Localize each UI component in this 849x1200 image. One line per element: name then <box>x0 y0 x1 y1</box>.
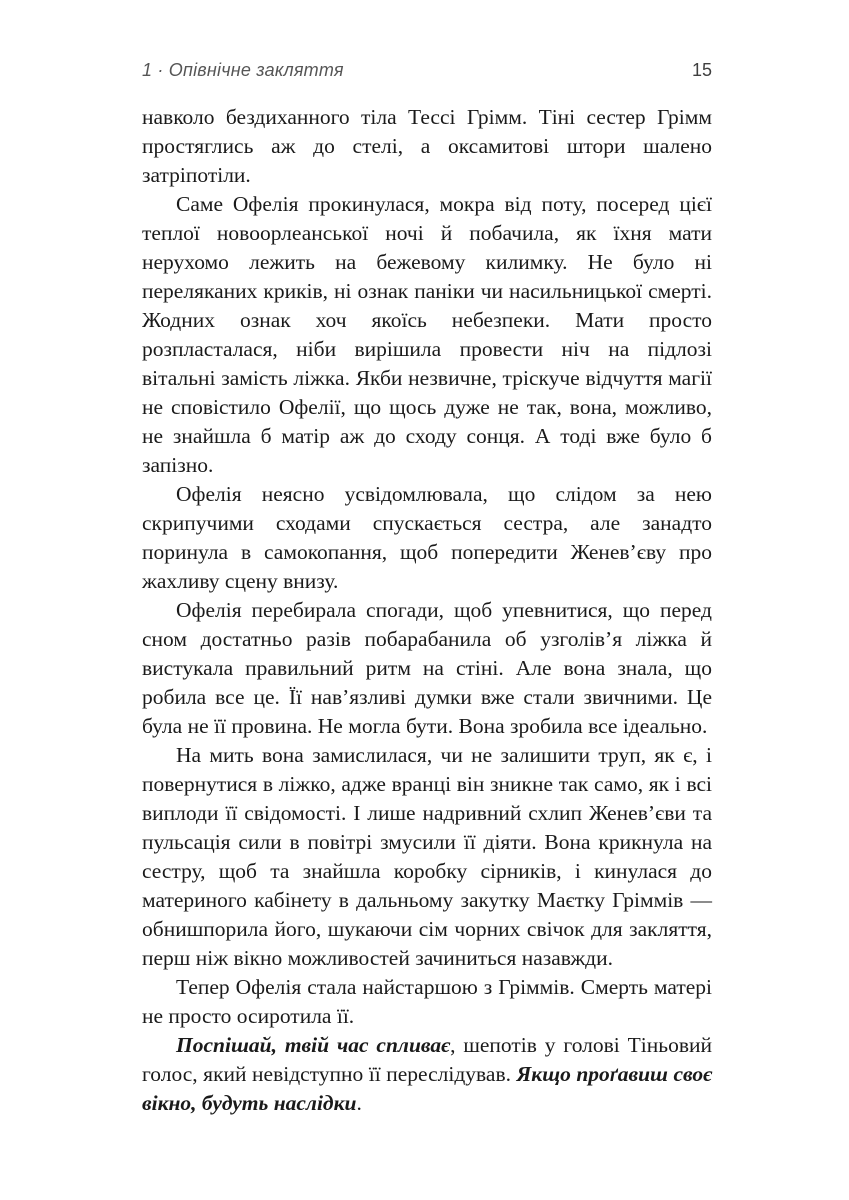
page-number: 15 <box>691 60 712 80</box>
paragraph <box>142 741 712 973</box>
paragraph <box>142 596 712 741</box>
body-text-run: Тепер Офелія стала найстаршою з Гріммів. Смерть матері не просто осиротила її. <box>142 975 712 1028</box>
body-text-run: навколо бездиханного тіла Тессі Грімм. Тіні сестер Грімм простяглись аж до стелі, а оксамитові штори шалено затріпотіли. <box>142 105 712 187</box>
body-text-run: Офелія неясно усвідомлювала, що слідом за нею скрипучими сходами спускається сестра, але занадто поринула в самокопання, щоб попередити Женев’єву про жахливу сцену внизу. <box>142 482 712 593</box>
running-head <box>142 60 712 81</box>
chapter-header: 1 · Опівнічне закляття <box>142 60 344 80</box>
page-content <box>142 60 712 1118</box>
body-text-run: . <box>356 1091 362 1115</box>
paragraph <box>142 973 712 1031</box>
body-text-run: , шепотів у голові Тіньовий голос, який невідступно її переслідував. <box>142 1033 712 1086</box>
body-text-run: На мить вона замислилася, чи не залишити труп, як є, і повернутися в ліжко, адже вранці він зникне так само, як і всі виплоди її свідомості. І лише надривний схлип Женев’єви та пульсація сили в повітрі змусили її діяти. Вона крикнула на сестру, щоб та знайшла коробку сірників, і кинулася до материного кабінету в дальньому закутку Маєтку Гріммів — обнишпорила його, шукаючи сім чорних свічок для закляття, перш ніж вікно можливостей зачиниться назавжди. <box>142 743 712 970</box>
body-text-run: Саме Офелія прокинулася, мокра від поту, посеред цієї теплої новоорлеанської ночі й побачила, як їхня мати нерухомо лежить на бежевому килимку. Не було ні переляканих криків, ні ознак паніки чи насильницької смерті. Жодних ознак хоч якоїсь небезпеки. Мати просто розпласталася, ніби вирішила провести ніч на підлозі вітальні замість ліжка. Якби незвичне, тріскуче відчуття магії не сповістило Офелії, що щось дуже не так, вона, можливо, не знайшла б матір аж до сходу сонця. А тоді вже було б запізно. <box>142 192 712 477</box>
body-text-run: Офелія перебирала спогади, щоб упевнитися, що перед сном достатньо разів побарабанила об узголів’я ліжка й вистукала правильний ритм на стіні. Але вона знала, що робила все це. Її нав’язливі думки вже стали звичними. Це була не її провина. Не могла бути. Вона зробила все ідеально. <box>142 598 712 738</box>
text-block <box>142 103 712 1118</box>
paragraph <box>142 103 712 190</box>
paragraph <box>142 190 712 480</box>
emphasized-text-run: Якщо проґавиш своє вікно, будуть наслідки <box>142 1062 712 1115</box>
paragraph <box>142 480 712 596</box>
paragraph <box>142 1031 712 1118</box>
emphasized-text-run: Поспішай, твій час спливає <box>176 1033 451 1057</box>
